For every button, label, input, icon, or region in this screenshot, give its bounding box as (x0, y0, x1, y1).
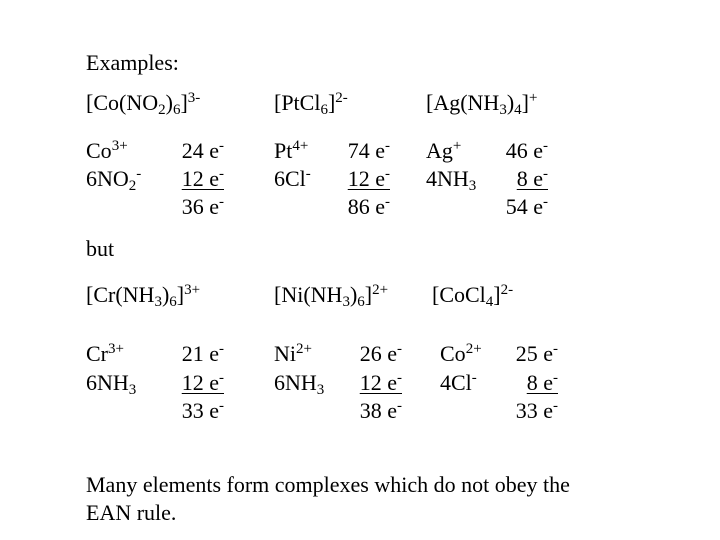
formula-co-no2: $[Co(NO_2)_6]^{3-}$ (86, 89, 201, 119)
metal-ion: $Ni^{2+}$ (274, 340, 312, 366)
formula-ag-nh3: $[Ag(NH_3)_4]^+$ (426, 89, 538, 119)
total-electrons: 36 e- (181, 193, 224, 219)
total-electrons: 33 e- (181, 397, 224, 423)
ligand: $6NO_2^-$ (86, 165, 142, 195)
metal-electrons: 46 e- (505, 137, 548, 163)
formula-cr-nh3: $[Cr(NH_3)_6]^{3+}$ (86, 281, 201, 311)
formula-ni-nh3: $[Ni(NH_3)_6]^{2+}$ (274, 281, 389, 311)
ligand-electrons: 12 e- (181, 165, 224, 191)
ligand: $6NH_3$ (274, 370, 325, 399)
metal-ion: $Co^{3+}$ (86, 137, 128, 163)
total-electrons: 33 e- (515, 397, 558, 423)
conclusion-line-2: EAN rule. (86, 500, 177, 525)
ligand-electrons: 12 e- (181, 369, 224, 395)
ligand-electrons: 12 e- (347, 165, 390, 191)
metal-electrons: 25 e- (515, 340, 558, 366)
metal-ion: $Cr^{3+}$ (86, 340, 124, 366)
ligand-electrons: 12 e- (359, 369, 402, 395)
metal-ion: $Pt^{4+}$ (274, 137, 309, 163)
total-electrons: 86 e- (347, 193, 390, 219)
metal-electrons: 74 e- (347, 137, 390, 163)
ligand: 6Cl- (274, 165, 311, 191)
formula-ptcl6: [PtCl$_6$]$^{2-}$ (274, 89, 348, 119)
total-electrons: 54 e- (505, 193, 548, 219)
metal-ion: Ag+ (426, 137, 462, 163)
metal-electrons: 26 e- (359, 340, 402, 366)
total-electrons: 38 e- (359, 397, 402, 423)
metal-ion: $Co^{2+}$ (440, 340, 482, 366)
ligand: 4Cl- (440, 369, 477, 395)
but-label: but (86, 236, 115, 261)
metal-electrons: 21 e- (181, 340, 224, 366)
ligand: $6NH_3$ (86, 370, 137, 399)
ligand: $4NH_3$ (426, 166, 477, 195)
ligand-electrons: 8 e- (526, 369, 558, 395)
ligand-electrons: 8 e- (516, 165, 548, 191)
conclusion-line-1: Many elements form complexes which do not obey the (86, 472, 570, 497)
metal-electrons: 24 e- (181, 137, 224, 163)
heading: Examples: (86, 50, 179, 75)
formula-cocl4: [CoCl$_4$]$^{2-}$ (432, 281, 514, 311)
